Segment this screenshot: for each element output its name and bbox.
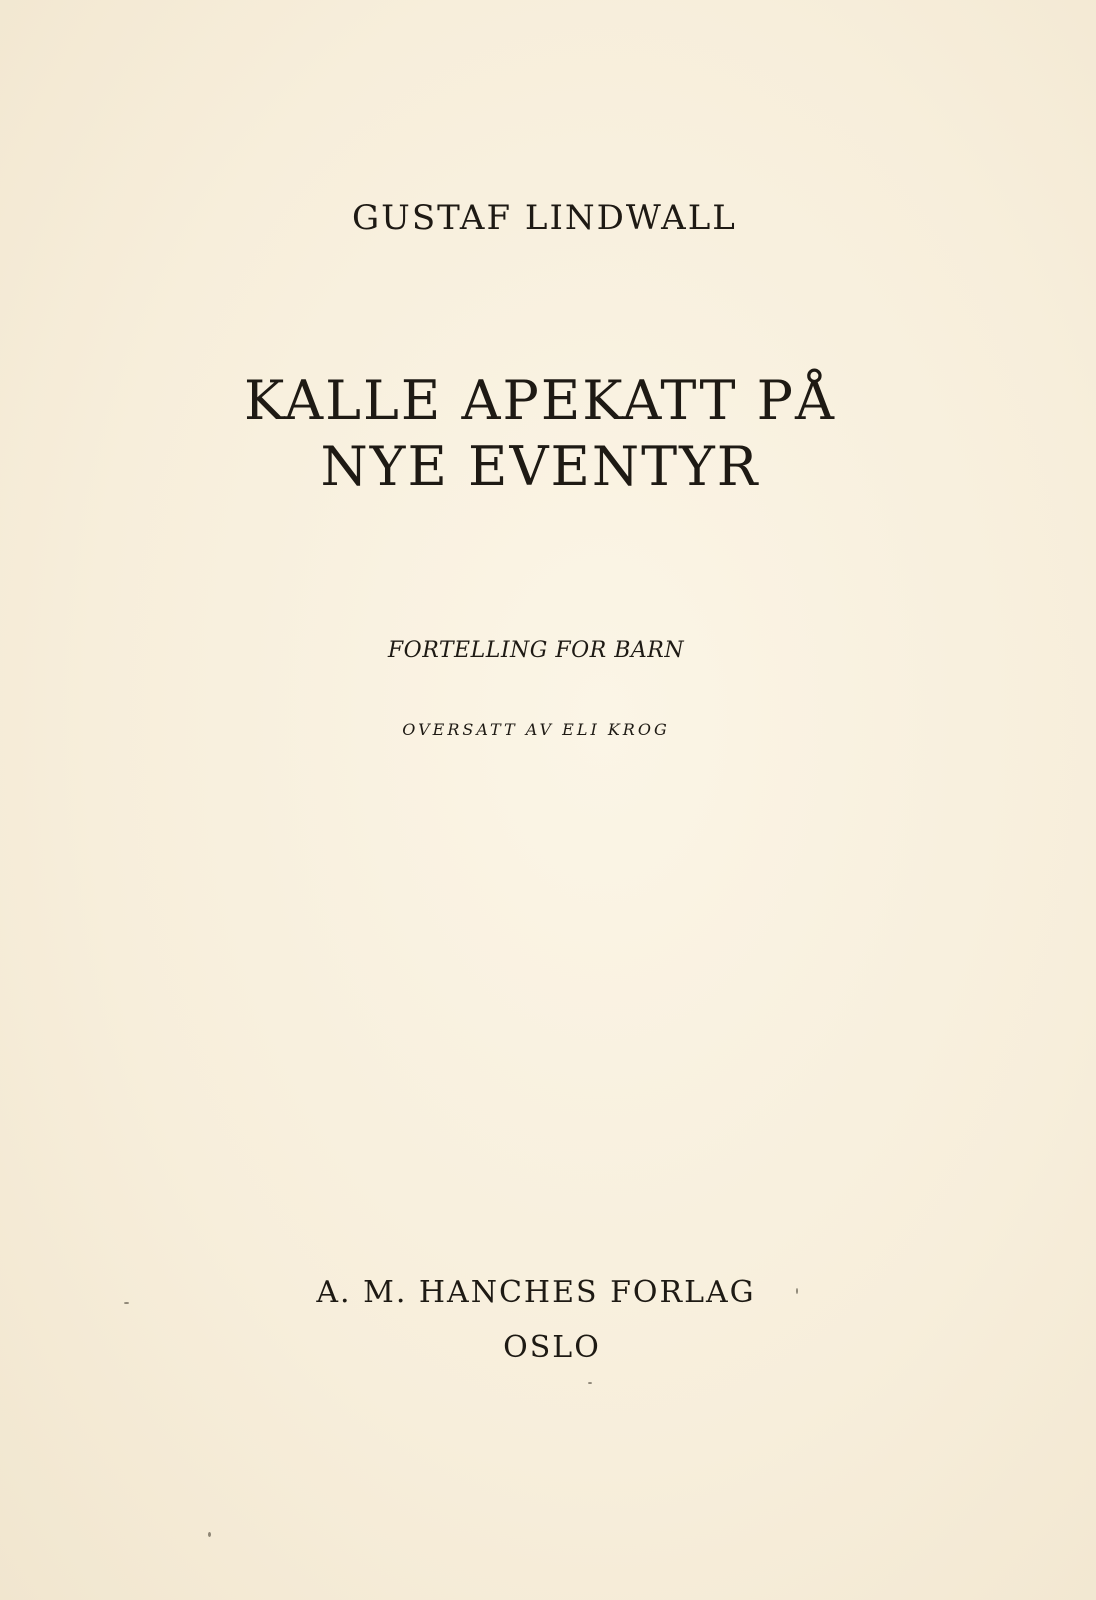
publisher-name: A. M. HANCHES FORLAG	[316, 1275, 756, 1310]
paper-speck	[796, 1288, 798, 1294]
author-name: GUSTAF LINDWALL	[352, 198, 737, 238]
book-title: KALLE APEKATT PÅ NYE EVENTYR	[244, 369, 836, 498]
paper-speck	[208, 1532, 211, 1537]
translator-credit: OVERSATT AV ELI KROG	[402, 720, 670, 739]
paper-speck	[588, 1382, 592, 1384]
paper-speck	[124, 1302, 129, 1304]
publisher-city: OSLO	[503, 1330, 601, 1365]
book-subtitle: FORTELLING FOR BARN	[387, 638, 685, 663]
